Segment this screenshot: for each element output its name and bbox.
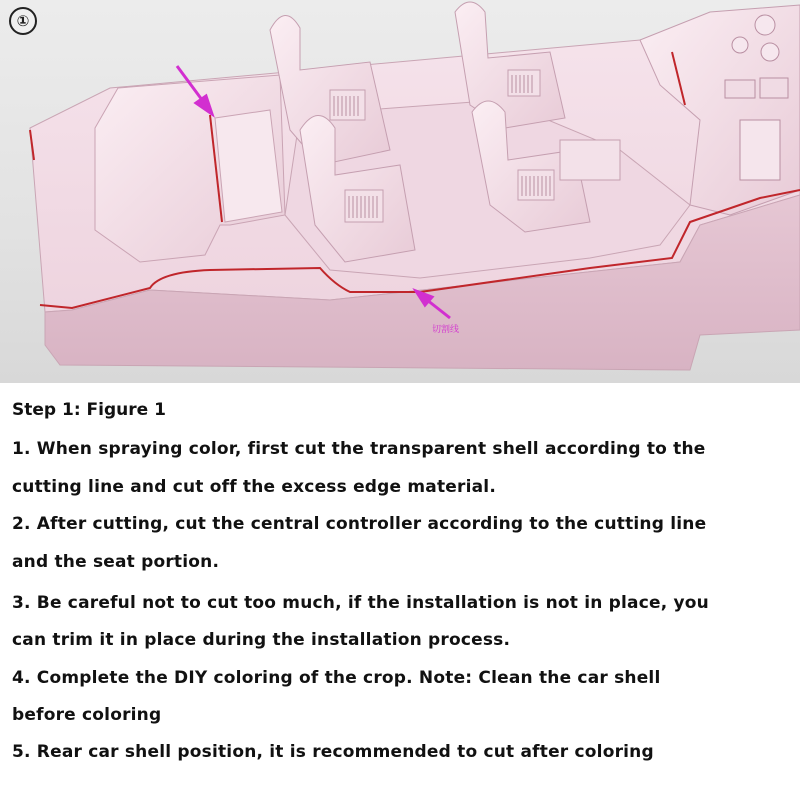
instruction-line: cutting line and cut off the excess edge material. [12,477,496,497]
step-number-badge: ① [9,7,37,35]
instruction-line: 3. Be careful not to cut too much, if the installation is not in place, you [12,593,709,613]
car-shell-figure [0,0,800,383]
car-shell-illustration [0,0,800,383]
instruction-line: 2. After cutting, cut the central controller according to the cutting line [12,514,707,534]
rear-panel [215,110,282,222]
cutting-line-label: 切割线 [432,325,460,335]
instruction-line: and the seat portion. [12,552,220,572]
instruction-line: 1. When spraying color, first cut the transparent shell according to the [12,439,706,459]
instruction-line: can trim it in place during the installation process. [12,630,511,650]
instruction-line: before coloring [12,705,162,725]
step-title: Step 1: Figure 1 [12,400,166,420]
instruction-line: 5. Rear car shell position, it is recommended to cut after coloring [12,742,654,762]
instruction-line: 4. Complete the DIY coloring of the crop. Note: Clean the car shell [12,668,661,688]
